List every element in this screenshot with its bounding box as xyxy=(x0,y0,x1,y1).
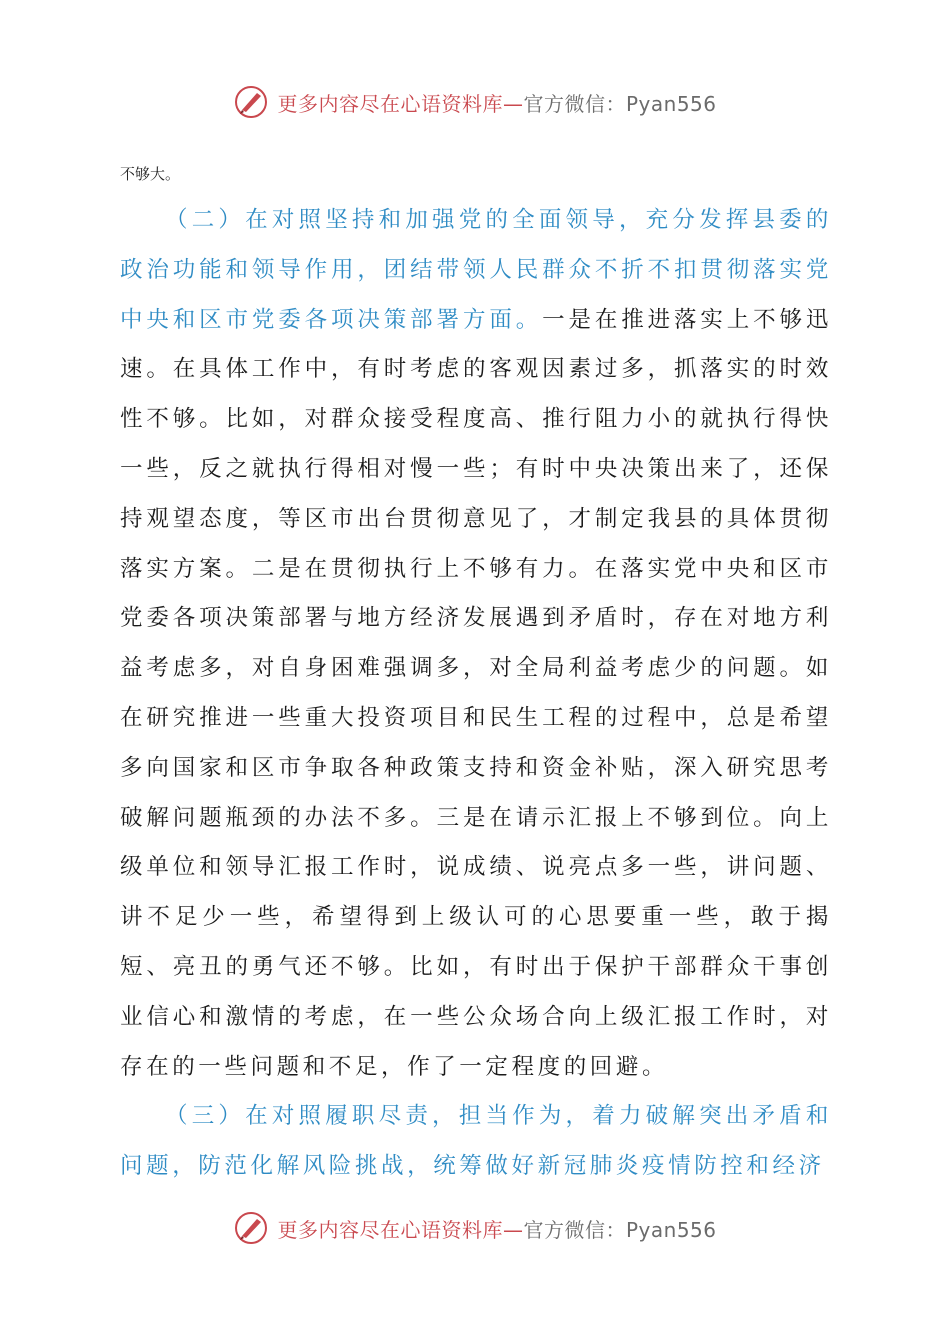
watermark-wechat-id: Pyan556 xyxy=(625,91,717,116)
document-body xyxy=(120,160,832,1192)
section-2-heading: （二）在对照坚持和加强党的全面领导，充分发挥县委的政治功能和领导作用，团结带领人民群众不折不扣贯彻落实党中央和区市党委各项决策部署方面。 xyxy=(120,207,832,333)
section-2-paragraph xyxy=(120,196,832,1092)
watermark-wechat-label: 官方微信： xyxy=(523,1217,626,1242)
watermark-brand: 更多内容尽在心语资料库 xyxy=(277,1217,503,1242)
watermark-text xyxy=(277,88,716,117)
pen-logo-icon xyxy=(233,84,269,120)
section-2-body: 一是在推进落实上不够迅速。在具体工作中，有时考虑的客观因素过多，抓落实的时效性不够。比如，对群众接受程度高、推行阻力小的就执行得快一些，反之就执行得相对慢一些；有时中央决策出来了，还保持观望态度，等区市出台贯彻意见了，才制定我县的具体贯彻落实方案。二是在贯彻执行上不够有力。在落实党中央和区市党委各项决策部署与地方经济发展遇到矛盾时，存在对地方利益考虑多，对自身困难强调多，对全局利益考虑少的问题。如在研究推进一些重大投资项目和民生工程的过程中，总是希望多向国家和区市争取各种政策支持和资金补贴，深入研究思考破解问题瓶颈的办法不多。三是在请示汇报上不够到位。向上级单位和领导汇报工作时，说成绩、说亮点多一些，讲问题、讲不足少一些，希望得到上级认可的心思要重一些，敢于揭短、亮丑的勇气还不够。比如，有时出于保护干部群众干事创业信心和激情的考虑，在一些公众场合向上级汇报工作时，对存在的一些问题和不足，作了一定程度的回避。 xyxy=(120,306,832,1080)
pen-logo-icon xyxy=(233,1210,269,1246)
watermark-wechat-label: 官方微信： xyxy=(523,91,626,116)
watermark-dash: — xyxy=(502,91,524,116)
watermark-dash: — xyxy=(502,1217,524,1242)
section-3-paragraph xyxy=(120,1092,832,1192)
watermark-wechat-id: Pyan556 xyxy=(625,1217,717,1242)
section-3-heading: （三）在对照履职尽责，担当作为，着力破解突出矛盾和问题，防范化解风险挑战，统筹做好新冠肺炎疫情防控和经济 xyxy=(120,1103,832,1180)
watermark-banner-top xyxy=(0,84,950,120)
continued-fragment: 不够大。 xyxy=(120,165,181,183)
watermark-text xyxy=(277,1214,716,1243)
watermark-brand: 更多内容尽在心语资料库 xyxy=(277,91,503,116)
watermark-banner-bottom xyxy=(0,1210,950,1246)
